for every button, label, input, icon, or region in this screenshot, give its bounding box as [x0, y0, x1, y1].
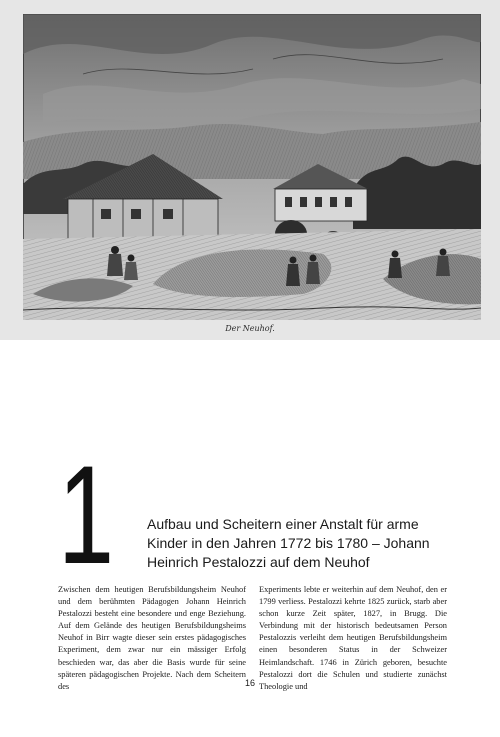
engraving-illustration — [0, 0, 500, 340]
body-text-right-column: Experiments lebte er weiterhin auf dem Neuhof, den er 1799 verliess. Pestalozzi kehrte 1825 zurück, starb aber schon kurze Zeit später, 1827, in Brugg. Die Verbindung mit der historisch bedeutsamen Person Pestalozzis verleiht dem heutigen Berufsbildungsheim einen besonderen Status in der Schweizer Heimlandschaft. 1746 in Zürich geboren, besuchte Pestalozzi dort die Schulen und studierte zunächst Theologie und — [259, 585, 447, 691]
chapter-number: 1 — [58, 436, 110, 593]
page-number: 16 — [244, 678, 255, 688]
neuhof-engraving-image — [23, 14, 481, 320]
chapter-title: Aufbau und Scheitern einer Anstalt für arme Kinder in den Jahren 1772 bis 1780 – Johann Heinrich Pestalozzi auf dem Neuhof — [147, 516, 430, 570]
body-text-left-column: Zwischen dem heutigen Berufsbildungsheim Neuhof und dem berühmten Pädagogen Johann Heinrich Pestalozzi besteht eine besondere und enge Beziehung. Auf dem Gelände des heutigen Berufsbildungsheims Neuhof in Birr wagte dieser sein erstes pädagogisches Experiment, dem zwar nur ein mässiger Erfolg beschieden war, das aber die Basis wurde für seine späteren pädagogischen Projekte. Nach dem Scheitern des — [58, 585, 246, 691]
illustration-caption: Der Neuhof. — [225, 324, 275, 333]
